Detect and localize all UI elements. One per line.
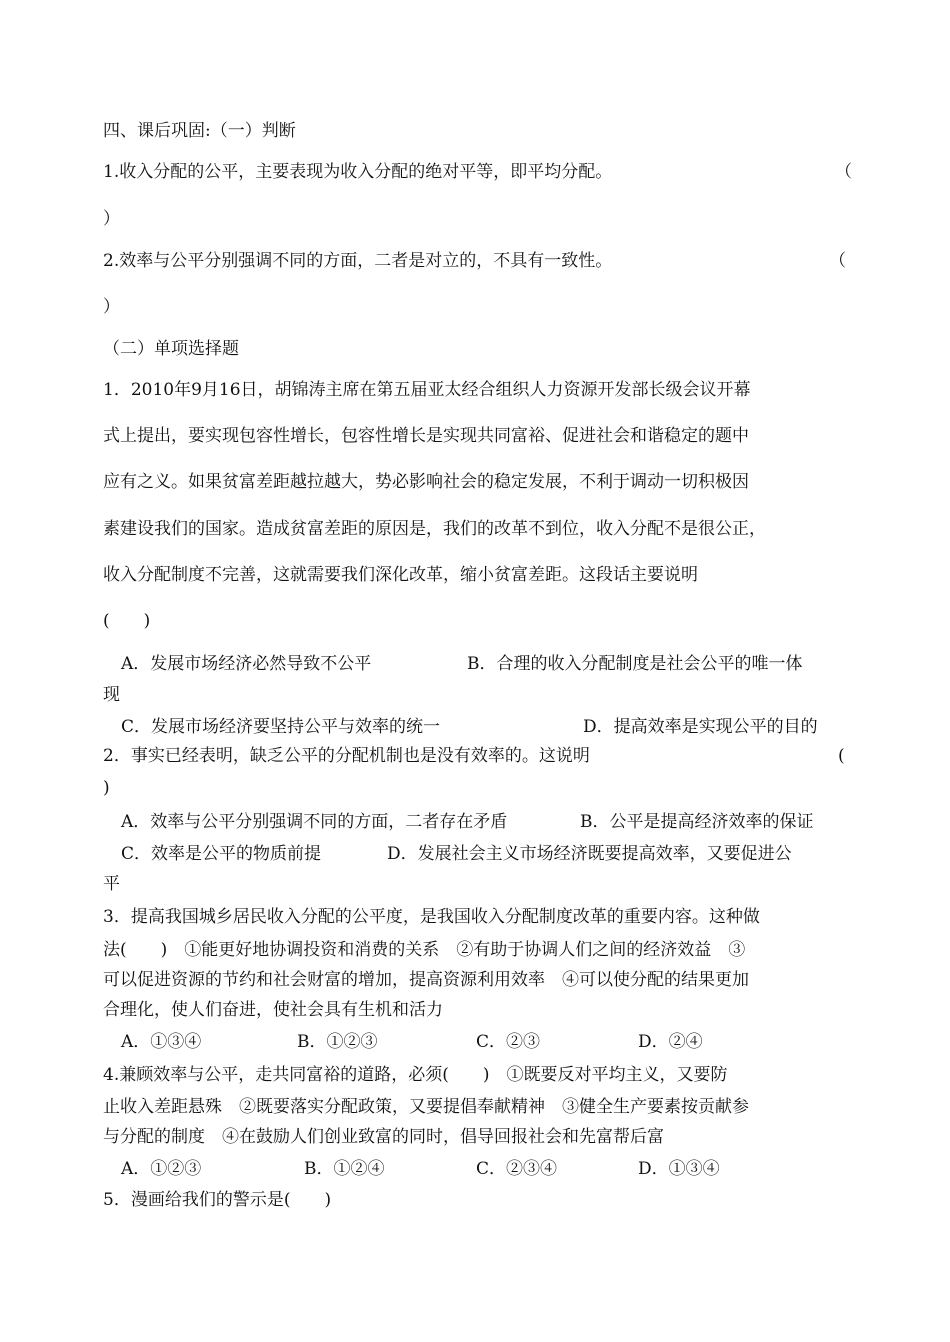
q4-line: 与分配的制度 ④在鼓励人们创业致富的同时，倡导回报社会和先富帮后富 (103, 1127, 664, 1147)
q1-option-a: A．发展市场经济必然导致不公平 (121, 654, 372, 674)
q3-line: 法( ) ①能更好地协调投资和消费的关系 ②有助于协调人们之间的经济效益 ③ (103, 940, 746, 960)
answer-paren-close: ） (103, 297, 120, 317)
q3-line: 3．提高我国城乡居民收入分配的公平度，是我国收入分配制度改革的重要内容。这种做 (103, 907, 760, 927)
q5-text: 5．漫画给我们的警示是( ) (103, 1190, 332, 1210)
q2-text: 2．事实已经表明，缺乏公平的分配机制也是没有效率的。这说明 (103, 746, 590, 766)
q3-option-b: B．①②③ (297, 1032, 378, 1052)
q3-option-c: C．②③ (476, 1032, 541, 1052)
q1-line: ( ) (103, 611, 151, 631)
q3-option-d: D．②④ (638, 1032, 703, 1052)
q1-option-d: D．提高效率是实现公平的目的 (583, 717, 818, 737)
q2-option-d-wrap: 平 (103, 874, 120, 894)
q4-option-c: C．②③④ (476, 1159, 558, 1179)
answer-paren-open: ( (838, 746, 845, 766)
q1-line: 应有之义。如果贫富差距越拉越大，势必影响社会的稳定发展，不利于调动一切积极因 (103, 472, 749, 492)
judgement-question-1: 1.收入分配的公平，主要表现为收入分配的绝对平等，即平均分配。 (103, 162, 613, 182)
choice-section-title: （二）单项选择题 (103, 339, 239, 359)
q1-line: 式上提出，要实现包容性增长，包容性增长是实现共同富裕、促进社会和谐稳定的题中 (103, 426, 749, 446)
answer-paren-close: ) (103, 778, 110, 798)
q3-line: 可以促进资源的节约和社会财富的增加，提高资源利用效率 ④可以使分配的结果更加 (103, 970, 749, 990)
q2-option-b: B．公平是提高经济效率的保证 (580, 812, 814, 832)
q2-option-a: A．效率与公平分别强调不同的方面，二者存在矛盾 (121, 812, 508, 832)
answer-paren-open: （ (835, 162, 852, 182)
q4-line: 4.兼顾效率与公平，走共同富裕的道路，必须( ) ①既要反对平均主义，又要防 (103, 1065, 728, 1085)
q3-option-a: A．①③④ (121, 1032, 202, 1052)
q4-option-d: D．①③④ (638, 1159, 720, 1179)
q1-line: 素建设我们的国家。造成贫富差距的原因是，我们的改革不到位，收入分配不是很公正， (103, 519, 766, 539)
q2-option-d: D．发展社会主义市场经济既要提高效率，又要促进公 (387, 844, 792, 864)
q4-line: 止收入差距悬殊 ②既要落实分配政策，又要提倡奉献精神 ③健全生产要素按贡献参 (103, 1097, 749, 1117)
q1-line: 收入分配制度不完善，这就需要我们深化改革，缩小贫富差距。这段话主要说明 (103, 565, 698, 585)
section-title: 四、课后巩固:（一）判断 (103, 121, 296, 141)
judgement-question-2: 2.效率与公平分别强调不同的方面，二者是对立的，不具有一致性。 (103, 251, 613, 271)
q1-option-c: C．发展市场经济要坚持公平与效率的统一 (121, 717, 441, 737)
q1-option-b: B．合理的收入分配制度是社会公平的唯一体 (467, 654, 803, 674)
answer-paren-open: （ (829, 251, 846, 271)
q4-option-a: A．①②③ (121, 1159, 202, 1179)
q4-option-b: B．①②④ (304, 1159, 385, 1179)
q1-option-b-wrap: 现 (103, 685, 120, 705)
q1-line: 1．2010年9月16日，胡锦涛主席在第五届亚太经合组织人力资源开发部长级会议开幕 (103, 380, 751, 400)
q2-option-c: C．效率是公平的物质前提 (121, 844, 322, 864)
answer-paren-close: ） (103, 209, 120, 229)
q3-line: 合理化，使人们奋进，使社会具有生机和活力 (103, 1000, 443, 1020)
